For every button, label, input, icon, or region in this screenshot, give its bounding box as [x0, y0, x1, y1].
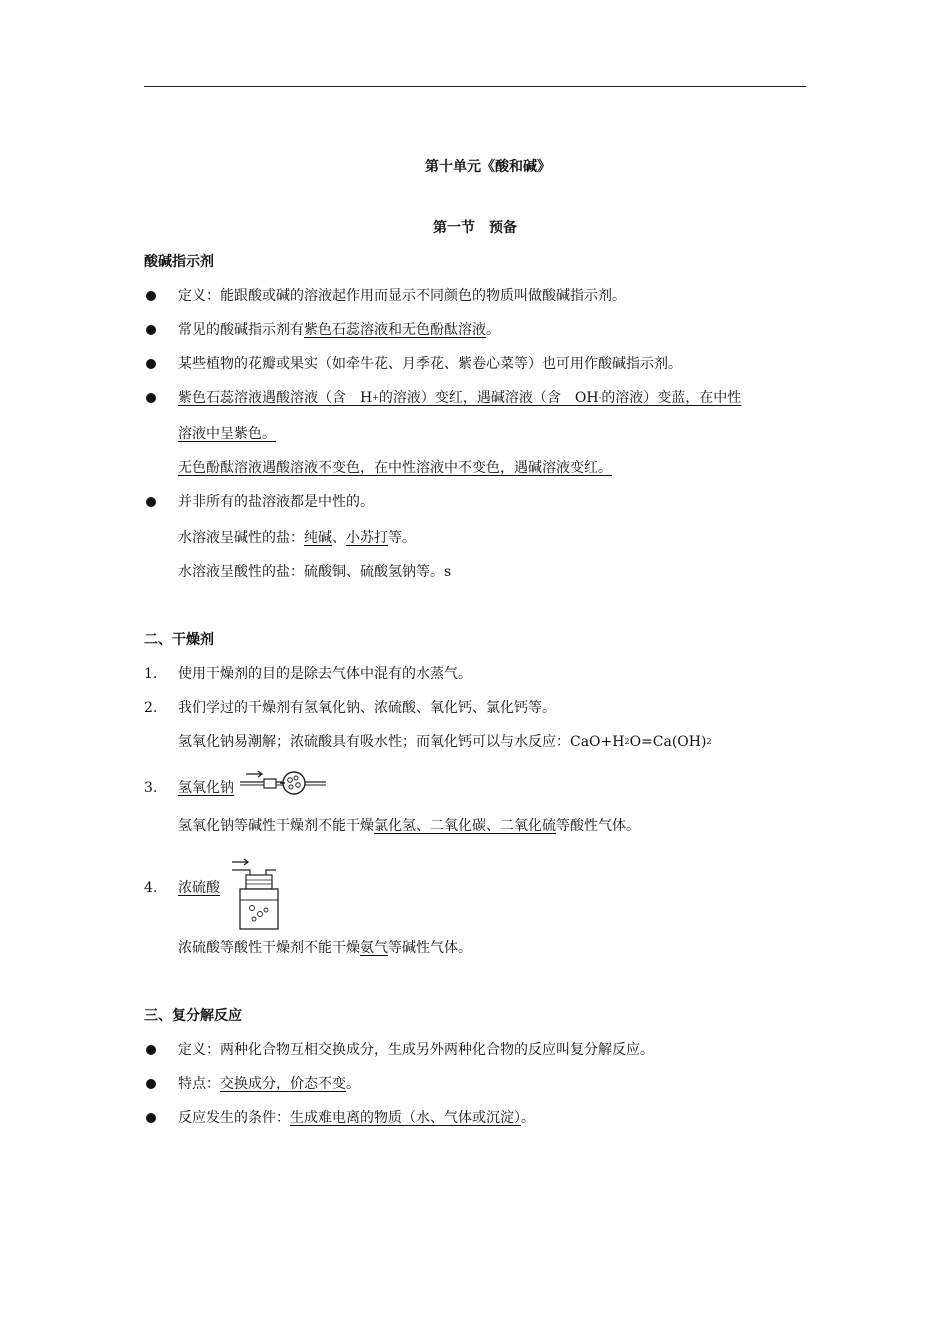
- desiccant-mechanisms: [178, 732, 712, 752]
- text: 的溶液）变蓝，在中性: [601, 390, 742, 406]
- text: 反应发生的条件：: [178, 1110, 290, 1126]
- salt-not-neutral: 并非所有的盐溶液都是中性的。: [178, 494, 374, 510]
- text: 、: [332, 530, 346, 546]
- dd-features: [178, 1074, 360, 1094]
- text: 氢氧化钠等碱性干燥剂不能干燥: [178, 818, 374, 834]
- desiccant-purpose: 使用干燥剂的目的是除去气体中混有的水蒸气。: [178, 666, 472, 682]
- underlined-answer: 氯化氢、二氧化碳、二氧化硫: [374, 818, 556, 834]
- text: O=Ca(OH): [629, 734, 707, 750]
- desiccant-list: 我们学过的干燥剂有氢氧化钠、浓硫酸、氧化钙、氯化钙等。: [178, 700, 556, 716]
- item-number: 3.: [144, 780, 158, 796]
- h2so4-limitation: [178, 938, 472, 958]
- heading-desiccants: 二、干燥剂: [144, 632, 214, 648]
- phenolphthalein-rule: 无色酚酞溶液遇酸溶液不变色，在中性溶液中不变色，遇碱溶液变红。: [178, 460, 612, 476]
- naoh-label: 氢氧化钠: [178, 780, 234, 796]
- plant-indicators: 某些植物的花瓣或果实（如牵牛花、月季花、紫卷心菜等）也可用作酸碱指示剂。: [178, 356, 682, 372]
- bullet-dot: [146, 325, 156, 335]
- bullet-dot: [146, 497, 156, 507]
- acidic-salts: 水溶液呈酸性的盐：硫酸铜、硫酸氢钠等。s: [178, 564, 452, 580]
- section-title: 第一节 预备: [433, 220, 517, 236]
- text: 。: [486, 322, 500, 338]
- wash-bottle-figure: [228, 856, 280, 932]
- item-number: 1.: [144, 666, 158, 682]
- heading-indicators: 酸碱指示剂: [144, 254, 214, 270]
- underlined-answer: 紫色石蕊溶液和无色酚酞溶液: [304, 322, 486, 338]
- subscript: 2: [624, 737, 630, 746]
- text: 等酸性气体。: [556, 818, 640, 834]
- basic-salts: [178, 528, 416, 548]
- text: 特点：: [178, 1076, 220, 1092]
- text: 等。: [388, 530, 416, 546]
- drying-tube-figure: [240, 766, 328, 798]
- text: 的溶液）变红，遇碱溶液（含 OH: [378, 390, 599, 406]
- indicator-definition: 定义：能跟酸或碱的溶液起作用而显示不同颜色的物质叫做酸碱指示剂。: [178, 288, 626, 304]
- bullet-dot: [146, 1113, 156, 1123]
- litmus-color-rule: [178, 388, 741, 408]
- naoh-limitation: [178, 816, 640, 836]
- text: 。: [346, 1076, 360, 1092]
- bullet-dot: [146, 1079, 156, 1089]
- bullet-dot: [146, 393, 156, 403]
- superscript: -: [598, 393, 602, 402]
- h2so4-label: 浓硫酸: [178, 880, 220, 896]
- underlined-answer: 小苏打: [346, 530, 388, 546]
- litmus-neutral: 溶液中呈紫色。: [178, 426, 276, 442]
- heading-double-displacement: 三、复分解反应: [144, 1008, 242, 1024]
- dd-definition: 定义：两种化合物互相交换成分，生成另外两种化合物的反应叫复分解反应。: [178, 1042, 654, 1058]
- item-number: 4.: [144, 880, 158, 896]
- common-indicators: [178, 320, 500, 340]
- subscript: 2: [706, 737, 712, 746]
- text: 紫色石蕊溶液遇酸溶液（含 H: [178, 390, 373, 406]
- underlined-answer: 氨气: [360, 940, 388, 956]
- text: 水溶液呈碱性的盐：: [178, 530, 304, 546]
- bullet-dot: [146, 359, 156, 369]
- text: 等碱性气体。: [388, 940, 472, 956]
- underlined-answer: 交换成分，价态不变: [220, 1076, 346, 1092]
- bullet-dot: [146, 291, 156, 301]
- text: 浓硫酸等酸性干燥剂不能干燥: [178, 940, 360, 956]
- dd-conditions: [178, 1108, 535, 1128]
- bullet-dot: [146, 1045, 156, 1055]
- unit-title: 第十单元《酸和碱》: [425, 159, 551, 175]
- text: 常见的酸碱指示剂有: [178, 322, 304, 338]
- text: 。: [521, 1110, 535, 1126]
- underlined-answer: 生成难电离的物质（水、气体或沉淀）: [290, 1110, 521, 1126]
- superscript: +: [372, 393, 379, 402]
- underlined-answer: 纯碱: [304, 530, 332, 546]
- item-number: 2.: [144, 700, 158, 716]
- text: 氢氧化钠易潮解；浓硫酸具有吸水性；而氧化钙可以与水反应：CaO+H: [178, 734, 625, 750]
- header-rule: [144, 86, 806, 87]
